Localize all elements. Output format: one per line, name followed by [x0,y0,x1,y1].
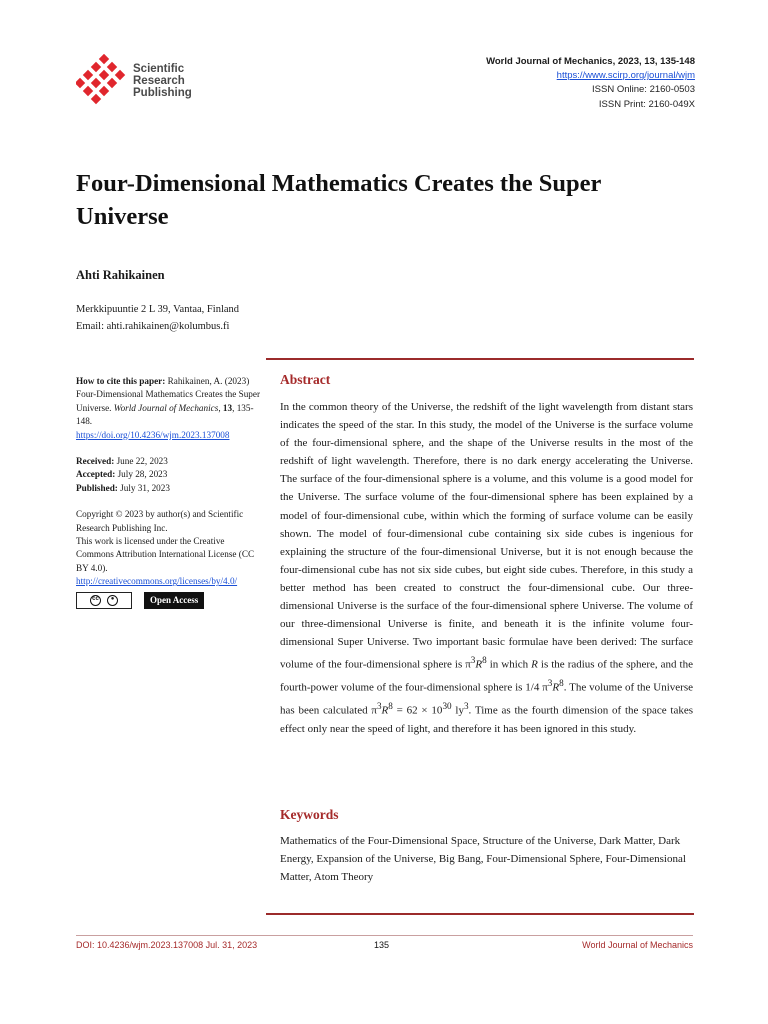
abstract-part: . The volume of the Universe has been calculated π [280,681,693,717]
published-label: Published: [76,482,118,493]
issn-online: ISSN Online: 2160-0503 [592,84,695,96]
license-block [76,508,262,608]
abstract-part: . Time as the fourth dimension of the space takes effect only near the speed of light, and therefore it has been ignored in this study. [280,704,694,735]
dates-block [76,455,262,495]
cite-journal: World Journal of Mechanics [113,402,219,413]
logo-diamond [107,78,117,88]
abstract-text [280,398,693,738]
received-label: Received: [76,456,115,467]
license-badges [76,592,262,609]
superscript: 8 [482,655,487,666]
cite-volume: 13 [222,402,233,413]
abstract-top-rule [266,358,694,360]
license-link[interactable]: http://creativecommons.org/licenses/by/4.0/ [76,576,238,587]
publisher-name-line3: Publishing [133,87,192,99]
received-date: June 22, 2023 [114,456,168,467]
superscript: 3 [463,700,469,711]
license-text: This work is licensed under the Creative Commons Attribution International License (CC BY 4.0). [76,536,255,573]
superscript: 3 [547,678,553,689]
author-name: Ahti Rahikainen [76,268,165,282]
cite-pages: , 135-148. [76,402,254,427]
footer-rule [76,935,693,936]
doi-link[interactable]: https://doi.org/10.4236/wjm.2023.137008 [76,429,230,440]
published-date: July 31, 2023 [117,482,170,493]
abstract-part: ly [451,704,464,717]
publisher-diamond-icon [76,54,132,110]
abstract-part: In the common theory of the Universe, the redshift of the light wavelength from distant stars indicates the speed of the star. In this study, the model of the Universe is the surface volume of the four-dimensional sphere, and the shape of the Universe results in the most of the redshift of light wavelength. Therefore, there is no dark energy accelerating the Universe. The surface of the four-dimensional sphere is a volume, and this volume is a good model for the Universe. The surface volume of the four-dimensional sphere has been explained by a model of four-dimensional cube, within which the forming of surface volume can be easily shown. The model of four-dimensional cube containing six side cubes is ingenious for explaining the structure of the four-dimensional Universe, but it is not enough because the four-dimensional cube has not six side cubes, but eight side cubes. Therefore, in this study a better method has been created to construct the four-dimensional cube. Our three-dimensional Universe is the surface of the four-dimensional sphere Universe. The volume of our three-dimensional Universe is finite, and beneath it is the infinite volume four-dimensional Super Universe. Two important basic formulae have been derived: The surface volume of the four-dimensional sphere is π [280,401,693,671]
variable-r: R [475,658,483,671]
abstract-part: = 62 × 10 [392,704,443,717]
logo-diamond [99,70,109,80]
superscript: 8 [559,678,564,689]
logo-diamond [76,78,85,88]
accepted-label: Accepted: [76,469,116,480]
superscript: 8 [388,700,393,711]
journal-info [486,55,695,112]
logo-diamond [99,86,109,96]
logo-diamond [91,62,101,72]
variable-r: R [552,681,560,694]
copyright-text: Copyright © 2023 by author(s) and Scientific Research Publishing Inc. [76,509,244,533]
issn-print: ISSN Print: 2160-049X [598,98,695,110]
superscript: 3 [470,655,476,666]
author-email: Email: ahti.rahikainen@kolumbus.fi [76,321,230,332]
logo-diamond [91,78,101,88]
variable-r: R [531,658,538,671]
footer-journal: World Journal of Mechanics [582,940,693,950]
cite-comma: , [218,402,223,413]
keywords-text: Mathematics of the Four-Dimensional Space, Structure of the Universe, Dark Matter, Dark Energy, Expansion of the Universe, Big Bang, Four-Dimensional Sphere, Four-Dimensional Matter, Atom Theory [280,835,686,884]
footer-doi: DOI: 10.4236/wjm.2023.137008 Jul. 31, 2023 [76,940,258,950]
publisher-name-line1: Scientific [133,63,185,75]
publisher-name-line2: Research [133,75,185,87]
keywords-heading: Keywords [280,807,339,822]
publisher-name [133,63,192,99]
by-person-icon: ● [107,595,118,606]
cc-icon: cc [90,595,101,606]
page-number: 135 [374,940,390,950]
keywords-bottom-rule [266,913,694,915]
accepted-date: July 28, 2023 [115,469,168,480]
superscript: 30 [442,700,452,711]
logo-diamond [99,54,109,64]
abstract-part: in which [486,658,532,671]
journal-url-link[interactable]: https://www.scirp.org/journal/wjm [556,70,695,82]
abstract-heading: Abstract [280,372,331,387]
article-title: Four-Dimensional Mathematics Creates the Super Universe [76,170,601,230]
cite-text: Rahikainen, A. (2023) Four-Dimensional Mathematics Creates the Super Universe. [76,376,261,413]
journal-citation: World Journal of Mechanics, 2023, 13, 135-148 [486,56,695,67]
superscript: 3 [376,700,382,711]
author-address: Merkkipuuntie 2 L 39, Vantaa, Finland [76,304,240,315]
open-access-badge: Open Access [144,592,204,609]
author-affiliation [76,301,239,335]
citation-block [76,375,262,442]
logo-diamond [83,70,93,80]
article-sidebar [76,375,262,609]
cite-label: How to cite this paper: [76,376,166,386]
logo-diamond [83,86,93,96]
logo-diamond [91,94,101,104]
publisher-logo [76,54,206,110]
variable-r: R [381,704,389,717]
cc-by-badge[interactable] [76,592,132,609]
logo-diamond [107,62,117,72]
logo-diamond [115,70,125,80]
abstract-part: is the radius of the sphere, and the fourth-power volume of the four-dimensional sphere is 1/4 π [280,658,693,694]
